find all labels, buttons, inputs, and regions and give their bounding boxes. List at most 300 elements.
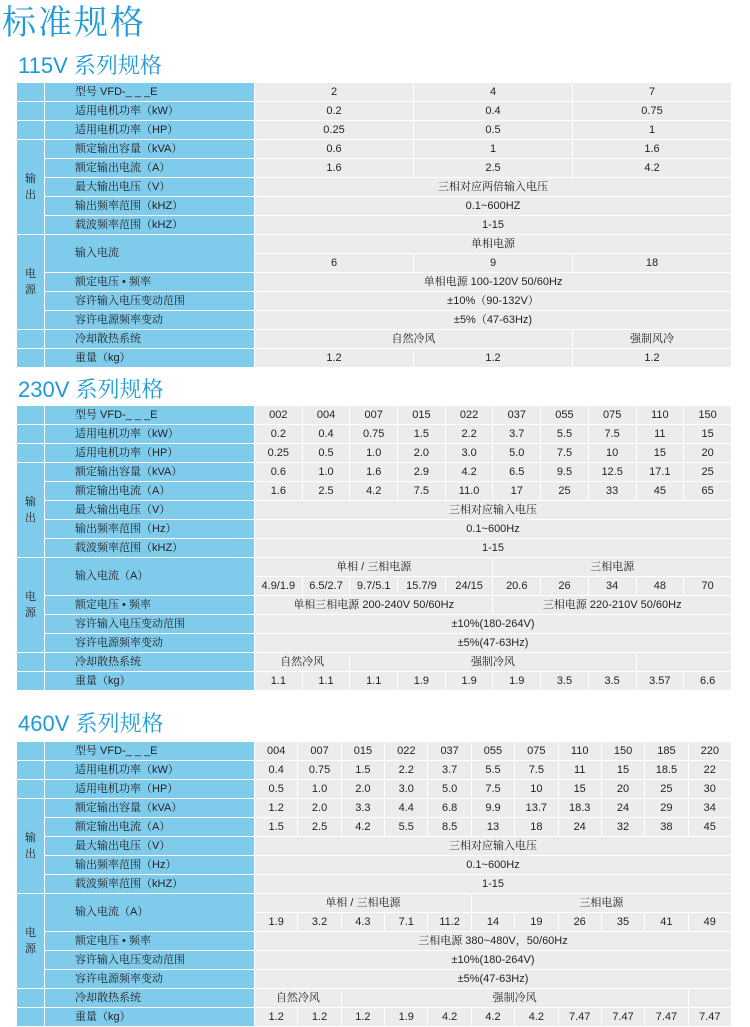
- spec-table-230v-body: [17, 406, 732, 691]
- power-group: [17, 894, 45, 989]
- value-cell: 2.0: [298, 799, 341, 818]
- value-cell: 2.0: [398, 444, 446, 463]
- group-blank: [17, 102, 45, 121]
- row-label: 额定输出电流（A）: [45, 818, 255, 837]
- row-weight: [17, 672, 732, 691]
- row-freq: [17, 520, 732, 539]
- row-label: 重量（kg）: [45, 672, 255, 691]
- value-cell: 3.7: [428, 761, 471, 780]
- row-label: 型号 VFD-_ _ _E: [45, 83, 255, 102]
- value-cell: 4.9/1.9: [255, 577, 303, 596]
- value-cell: 10: [515, 780, 558, 799]
- value-cell: 11: [558, 761, 601, 780]
- row-label: 输入电流: [45, 235, 255, 273]
- value-cell: 9: [414, 254, 573, 273]
- section-title-115v: 115V 系列规格: [18, 53, 162, 78]
- row-kw: [17, 425, 732, 444]
- row-label: 输出频率范围（Hz）: [45, 520, 255, 539]
- value-cell: 1.9: [255, 913, 298, 932]
- value-cell: 055: [471, 742, 514, 761]
- row-amp: [17, 159, 732, 178]
- row-label: 载波频率范围（kHZ）: [45, 216, 255, 235]
- value-cell: 1.9: [445, 672, 493, 691]
- row-rated: [17, 932, 732, 951]
- value-cell: 35: [601, 913, 644, 932]
- value-cell: 70: [684, 577, 732, 596]
- value-cell: 1.0: [302, 463, 350, 482]
- value-cell: 4.2: [350, 482, 398, 501]
- value-cell: 1.5: [398, 425, 446, 444]
- value-cell: 4.2: [445, 463, 493, 482]
- row-vmax: [17, 837, 732, 856]
- value-cell: 4.2: [471, 1008, 514, 1027]
- value-cell: 0.2: [255, 102, 414, 121]
- value-cell: 34: [588, 577, 636, 596]
- group-blank: [17, 121, 45, 140]
- value-cell: ±10%（90-132V）: [255, 292, 732, 311]
- spec-table-115v-body: [17, 83, 732, 368]
- value-cell: 037: [493, 406, 541, 425]
- value-cell: 022: [385, 742, 428, 761]
- power-group-label: 电源: [25, 268, 36, 296]
- value-cell: 3.5: [588, 672, 636, 691]
- value-cell: 2.0: [341, 780, 384, 799]
- cool-blank-cell: [636, 653, 732, 672]
- value-cell: 075: [515, 742, 558, 761]
- value-cell: 2.5: [414, 159, 573, 178]
- output-group-label: 输出: [25, 832, 36, 860]
- value-cell: 4: [414, 83, 573, 102]
- value-cell: 0.2: [255, 425, 303, 444]
- group-blank: [17, 406, 45, 425]
- value-cell: 22: [688, 761, 731, 780]
- value-cell: 7.5: [515, 761, 558, 780]
- value-cell: 5.5: [385, 818, 428, 837]
- row-in-amp: [17, 894, 732, 913]
- value-cell: 9.9: [471, 799, 514, 818]
- value-cell: 0.75: [298, 761, 341, 780]
- value-cell: 1-15: [255, 875, 732, 894]
- value-cell: 0.4: [414, 102, 573, 121]
- value-cell: 5.0: [428, 780, 471, 799]
- value-cell: 8.5: [428, 818, 471, 837]
- value-cell: 15: [684, 425, 732, 444]
- value-cell: 18: [573, 254, 732, 273]
- output-group: [17, 799, 45, 894]
- row-hp: [17, 121, 732, 140]
- value-cell: 1.2: [255, 349, 414, 368]
- value-cell: 12.5: [588, 463, 636, 482]
- value-cell: 2.5: [302, 482, 350, 501]
- value-cell: 1.9: [398, 672, 446, 691]
- value-cell: 4.2: [341, 818, 384, 837]
- value-cell: 2.2: [385, 761, 428, 780]
- row-label: 最大输出电压（V）: [45, 501, 255, 520]
- value-cell: 7: [573, 83, 732, 102]
- value-cell: 7.47: [558, 1008, 601, 1027]
- row-weight: [17, 1008, 732, 1027]
- row-label: 载波频率范围（kHZ）: [45, 875, 255, 894]
- value-cell: 0.4: [255, 761, 298, 780]
- row-label: 适用电机功率（kW）: [45, 102, 255, 121]
- row-vmax: [17, 178, 732, 197]
- value-cell: 1.1: [350, 672, 398, 691]
- value-cell: 2: [255, 83, 414, 102]
- output-group: [17, 463, 45, 558]
- row-label: 型号 VFD-_ _ _E: [45, 742, 255, 761]
- value-cell: 185: [645, 742, 688, 761]
- value-cell: 20.6: [493, 577, 541, 596]
- output-group-label: 输出: [25, 173, 36, 201]
- group-blank: [17, 349, 45, 368]
- row-label: 容许电源频率变动: [45, 311, 255, 330]
- value-cell: 007: [350, 406, 398, 425]
- value-cell: 33: [588, 482, 636, 501]
- row-label: 额定输出电流（A）: [45, 159, 255, 178]
- output-group-label: 输出: [25, 496, 36, 524]
- value-cell: 7.1: [385, 913, 428, 932]
- row-label: 输出频率范围（Hz）: [45, 856, 255, 875]
- group-blank: [17, 330, 45, 349]
- value-cell: 18.3: [558, 799, 601, 818]
- row-label: 额定输出容量（kVA）: [45, 799, 255, 818]
- row-label: 最大输出电压（V）: [45, 178, 255, 197]
- row-model: [17, 406, 732, 425]
- value-cell: 18.5: [645, 761, 688, 780]
- row-in-amp: [17, 235, 732, 254]
- value-cell: 2.9: [398, 463, 446, 482]
- value-cell: 3.2: [298, 913, 341, 932]
- row-label: 重量（kg）: [45, 1008, 255, 1027]
- value-cell: 24: [601, 799, 644, 818]
- row-label: 冷却散热系统: [45, 653, 255, 672]
- value-cell: 7.5: [541, 444, 589, 463]
- row-label: 输出频率范围（kHZ）: [45, 197, 255, 216]
- value-cell: 13: [471, 818, 514, 837]
- value-cell: 7.5: [588, 425, 636, 444]
- value-cell: 10: [588, 444, 636, 463]
- row-weight: [17, 349, 732, 368]
- cool-natural-cell: 自然冷风: [255, 330, 573, 349]
- value-cell: 1: [573, 121, 732, 140]
- group-blank: [17, 83, 45, 102]
- value-cell: 0.5: [255, 780, 298, 799]
- value-cell: 3.0: [385, 780, 428, 799]
- row-vmax: [17, 501, 732, 520]
- value-cell: 单相电源 100-120V 50/60Hz: [255, 273, 732, 292]
- row-vtol: [17, 951, 732, 970]
- value-cell: 三相电源 220-210V 50/60Hz: [493, 596, 732, 615]
- power-group: [17, 558, 45, 653]
- row-label: 适用电机功率（HP）: [45, 121, 255, 140]
- value-cell: 24: [558, 818, 601, 837]
- value-cell: 11.0: [445, 482, 493, 501]
- value-cell: 0.25: [255, 121, 414, 140]
- value-cell: 13.7: [515, 799, 558, 818]
- row-cool: [17, 989, 732, 1008]
- row-label: 额定输出容量（kVA）: [45, 463, 255, 482]
- value-cell: 1.0: [298, 780, 341, 799]
- value-cell: 6.5/2.7: [302, 577, 350, 596]
- row-label: 容许电源频率变动: [45, 970, 255, 989]
- cool-forced-cell: 强制冷风: [350, 653, 636, 672]
- row-ftol: [17, 311, 732, 330]
- value-cell: 110: [558, 742, 601, 761]
- group-blank: [17, 1008, 45, 1027]
- group-blank: [17, 444, 45, 463]
- group-blank: [17, 653, 45, 672]
- value-cell: 1-15: [255, 539, 732, 558]
- value-cell: 41: [645, 913, 688, 932]
- value-cell: 7.47: [688, 1008, 731, 1027]
- row-kva: [17, 140, 732, 159]
- group-blank: [17, 761, 45, 780]
- value-cell: ±10%(180-264V): [255, 615, 732, 634]
- group-blank: [17, 425, 45, 444]
- value-cell: 075: [588, 406, 636, 425]
- row-label: 额定输出容量（kVA）: [45, 140, 255, 159]
- value-cell: 三相对应输入电压: [255, 501, 732, 520]
- row-label: 冷却散热系统: [45, 989, 255, 1008]
- value-cell: 0.4: [302, 425, 350, 444]
- row-label: 适用电机功率（kW）: [45, 761, 255, 780]
- value-cell: 1.2: [341, 1008, 384, 1027]
- row-model: [17, 742, 732, 761]
- value-cell: 1-15: [255, 216, 732, 235]
- row-amp: [17, 818, 732, 837]
- value-cell: 20: [601, 780, 644, 799]
- cool-forced-cell: 强制风冷: [573, 330, 732, 349]
- value-cell: 49: [688, 913, 731, 932]
- row-carrier: [17, 875, 732, 894]
- value-cell: 48: [636, 577, 684, 596]
- value-cell: 4.2: [573, 159, 732, 178]
- value-cell: 1.6: [255, 159, 414, 178]
- row-label: 载波频率范围（kHZ）: [45, 539, 255, 558]
- value-cell: 三相电源 380~480V，50/60Hz: [255, 932, 732, 951]
- phase-cell: 三相电源: [471, 894, 731, 913]
- value-cell: 6.5: [493, 463, 541, 482]
- value-cell: 4.3: [341, 913, 384, 932]
- value-cell: 0.75: [573, 102, 732, 121]
- row-amp: [17, 482, 732, 501]
- row-freq: [17, 856, 732, 875]
- value-cell: 022: [445, 406, 493, 425]
- spec-table-460v: [16, 741, 732, 1027]
- value-cell: 5.5: [541, 425, 589, 444]
- value-cell: 2.5: [298, 818, 341, 837]
- value-cell: 15.7/9: [398, 577, 446, 596]
- value-cell: 15: [558, 780, 601, 799]
- value-cell: 11.2: [428, 913, 471, 932]
- value-cell: 1.2: [573, 349, 732, 368]
- row-label: 容许输入电压变动范围: [45, 292, 255, 311]
- value-cell: 002: [255, 406, 303, 425]
- value-cell: 7.5: [398, 482, 446, 501]
- group-blank: [17, 672, 45, 691]
- value-cell: 220: [688, 742, 731, 761]
- row-rated: [17, 273, 732, 292]
- value-cell: 三相对应输入电压: [255, 837, 732, 856]
- phase-cell: 三相电源: [493, 558, 732, 577]
- value-cell: 150: [601, 742, 644, 761]
- value-cell: 14: [471, 913, 514, 932]
- row-cool: [17, 330, 732, 349]
- value-cell: 34: [688, 799, 731, 818]
- value-cell: 24/15: [445, 577, 493, 596]
- row-label: 型号 VFD-_ _ _E: [45, 406, 255, 425]
- value-cell: 32: [601, 818, 644, 837]
- cool-natural-cell: 自然冷风: [255, 989, 342, 1008]
- value-cell: 7.5: [471, 780, 514, 799]
- row-label: 适用电机功率（HP）: [45, 780, 255, 799]
- phase-cell: 单相 / 三相电源: [255, 558, 493, 577]
- power-group-label: 电源: [25, 591, 36, 619]
- value-cell: 7.47: [601, 1008, 644, 1027]
- cool-forced-cell: 强制冷风: [341, 989, 688, 1008]
- page-title: 标准规格: [2, 4, 146, 42]
- value-cell: 0.1~600Hz: [255, 856, 732, 875]
- value-cell: 1.1: [255, 672, 303, 691]
- group-blank: [17, 780, 45, 799]
- value-cell: 3.7: [493, 425, 541, 444]
- value-cell: 17.1: [636, 463, 684, 482]
- row-hp: [17, 444, 732, 463]
- value-cell: 055: [541, 406, 589, 425]
- value-cell: 1.2: [255, 799, 298, 818]
- value-cell: 29: [645, 799, 688, 818]
- value-cell: 1: [414, 140, 573, 159]
- value-cell: 3.5: [541, 672, 589, 691]
- section-title-230v: 230V 系列规格: [18, 377, 164, 402]
- value-cell: 0.5: [414, 121, 573, 140]
- cool-blank-cell: [688, 989, 731, 1008]
- value-cell: 1.6: [255, 482, 303, 501]
- value-cell: 单相三相电源 200-240V 50/60Hz: [255, 596, 493, 615]
- value-cell: 15: [636, 444, 684, 463]
- section-title-460v: 460V 系列规格: [18, 711, 164, 736]
- value-cell: 0.75: [350, 425, 398, 444]
- value-cell: 3.3: [341, 799, 384, 818]
- phase-cell: 单相电源: [255, 235, 732, 254]
- value-cell: 150: [684, 406, 732, 425]
- row-label: 输入电流（A）: [45, 894, 255, 932]
- value-cell: 1.9: [493, 672, 541, 691]
- value-cell: 1.5: [341, 761, 384, 780]
- row-carrier: [17, 216, 732, 235]
- value-cell: 110: [636, 406, 684, 425]
- row-ftol: [17, 970, 732, 989]
- row-label: 最大输出电压（V）: [45, 837, 255, 856]
- row-label: 输入电流（A）: [45, 558, 255, 596]
- value-cell: 20: [684, 444, 732, 463]
- value-cell: 0.6: [255, 463, 303, 482]
- spec-table-460v-body: [17, 742, 732, 1027]
- value-cell: 65: [684, 482, 732, 501]
- value-cell: 037: [428, 742, 471, 761]
- value-cell: 30: [688, 780, 731, 799]
- group-blank: [17, 989, 45, 1008]
- value-cell: 1.5: [255, 818, 298, 837]
- value-cell: 3.0: [445, 444, 493, 463]
- value-cell: 0.6: [255, 140, 414, 159]
- cool-natural-cell: 自然冷风: [255, 653, 350, 672]
- value-cell: 004: [302, 406, 350, 425]
- phase-cell: 单相 / 三相电源: [255, 894, 472, 913]
- value-cell: ±5%(47-63Hz): [255, 634, 732, 653]
- row-label: 容许输入电压变动范围: [45, 951, 255, 970]
- row-label: 适用电机功率（kW）: [45, 425, 255, 444]
- value-cell: 45: [636, 482, 684, 501]
- value-cell: 1.2: [255, 1008, 298, 1027]
- value-cell: 4.4: [385, 799, 428, 818]
- row-freq: [17, 197, 732, 216]
- row-label: 冷却散热系统: [45, 330, 255, 349]
- value-cell: 015: [398, 406, 446, 425]
- value-cell: 4.2: [428, 1008, 471, 1027]
- row-rated: [17, 596, 732, 615]
- value-cell: 18: [515, 818, 558, 837]
- row-label: 额定电压 • 频率: [45, 273, 255, 292]
- value-cell: 004: [255, 742, 298, 761]
- value-cell: ±10%(180-264V): [255, 951, 732, 970]
- row-vtol: [17, 615, 732, 634]
- value-cell: 0.25: [255, 444, 303, 463]
- row-vtol: [17, 292, 732, 311]
- row-label: 额定电压 • 频率: [45, 596, 255, 615]
- value-cell: 26: [558, 913, 601, 932]
- value-cell: 1.2: [414, 349, 573, 368]
- value-cell: 0.5: [302, 444, 350, 463]
- value-cell: 三相对应两倍输入电压: [255, 178, 732, 197]
- value-cell: ±5%（47-63Hz): [255, 311, 732, 330]
- power-group-label: 电源: [25, 927, 36, 955]
- row-label: 容许输入电压变动范围: [45, 615, 255, 634]
- value-cell: 1.6: [350, 463, 398, 482]
- value-cell: 38: [645, 818, 688, 837]
- value-cell: 6.6: [684, 672, 732, 691]
- value-cell: 1.2: [298, 1008, 341, 1027]
- value-cell: 9.7/5.1: [350, 577, 398, 596]
- value-cell: 1.0: [350, 444, 398, 463]
- value-cell: 1.1: [302, 672, 350, 691]
- output-group: [17, 140, 45, 235]
- value-cell: 6.8: [428, 799, 471, 818]
- row-kva: [17, 463, 732, 482]
- value-cell: 5.5: [471, 761, 514, 780]
- value-cell: 5.0: [493, 444, 541, 463]
- row-label: 容许电源频率变动: [45, 634, 255, 653]
- row-kw: [17, 761, 732, 780]
- value-cell: 11: [636, 425, 684, 444]
- spec-table-230v: [16, 405, 732, 691]
- row-model: [17, 83, 732, 102]
- value-cell: 2.2: [445, 425, 493, 444]
- spec-table-115v: [16, 82, 732, 368]
- value-cell: 17: [493, 482, 541, 501]
- value-cell: 19: [515, 913, 558, 932]
- value-cell: 4.2: [515, 1008, 558, 1027]
- value-cell: 015: [341, 742, 384, 761]
- value-cell: 25: [541, 482, 589, 501]
- row-in-amp: [17, 558, 732, 577]
- value-cell: 25: [645, 780, 688, 799]
- value-cell: 3.57: [636, 672, 684, 691]
- row-cool: [17, 653, 732, 672]
- row-label: 额定输出电流（A）: [45, 482, 255, 501]
- value-cell: 7.47: [645, 1008, 688, 1027]
- value-cell: ±5%(47-63Hz): [255, 970, 732, 989]
